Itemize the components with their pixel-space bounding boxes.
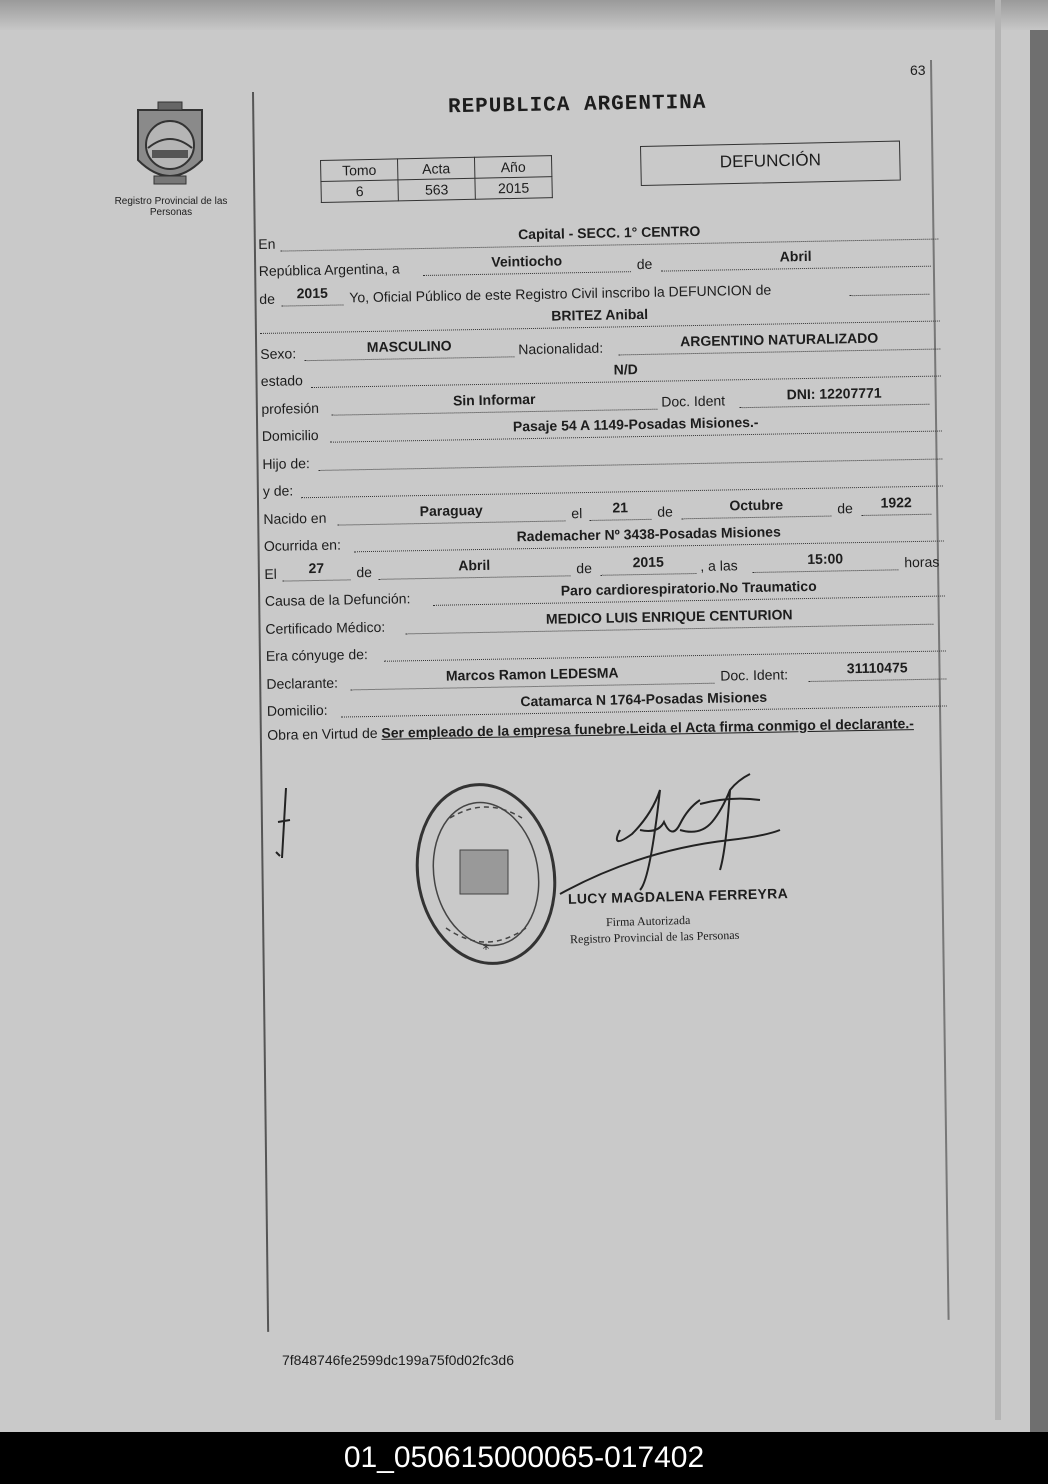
el-label: el: [571, 504, 583, 521]
sheet-edge: [995, 0, 1001, 1420]
mes-field: Abril: [661, 250, 931, 272]
declarante-field: Marcos Ramon LEDESMA: [350, 666, 714, 690]
profesion-label: profesión: [261, 399, 320, 417]
def-mes-field: Abril: [378, 559, 570, 580]
registry-caption: Registro Provincial de las Personas: [114, 196, 228, 218]
signer-name: LUCY MAGDALENA FERREYRA: [567, 885, 789, 907]
nombre-field: BRITEZ Anibal: [260, 305, 940, 334]
table-header-tomo: Tomo: [321, 159, 398, 182]
registry-table: [320, 155, 553, 203]
hijo-label: Hijo de:: [262, 454, 310, 472]
decl-doc-field: 31110475: [808, 662, 946, 682]
nacido-field: Paraguay: [337, 504, 565, 525]
decl-domicilio-field: Catamarca N 1764-Posadas Misiones: [341, 689, 947, 717]
horas-label: horas: [904, 553, 940, 570]
de-label: de: [657, 502, 674, 520]
sexo-label: Sexo:: [260, 344, 297, 362]
ocurrida-label: Ocurrida en:: [263, 536, 342, 554]
def-dia-field: 27: [282, 563, 350, 581]
footer-id: 01_050615000065-017402: [343, 1441, 705, 1474]
provincia-misiones-seal-icon: [128, 100, 212, 192]
table-header-anio: Año: [474, 156, 551, 179]
svg-text:*: *: [482, 942, 490, 958]
obra-value: Ser empleado de la empresa funebre.Leida el Acta firma conmigo el declarante.-: [381, 715, 914, 741]
alas-label: , a las: [700, 556, 738, 574]
table-cell-tomo: 6: [321, 180, 398, 203]
yo-text: Yo, Oficial Público de este Registro Civil inscribo la DEFUNCION de: [349, 281, 772, 305]
nacionalidad-label: Nacionalidad:: [518, 339, 604, 357]
El-label: El: [264, 565, 277, 582]
nac-mes-field: Octubre: [681, 499, 831, 519]
en-label: En: [258, 235, 276, 252]
conyuge-label: Era cónyuge de:: [265, 646, 368, 664]
nac-dia-field: 21: [589, 502, 651, 520]
domicilio-label: Domicilio: [261, 426, 319, 444]
certificado-field: MEDICO LUIS ENRIQUE CENTURION: [405, 607, 933, 634]
nacido-label: Nacido en: [263, 509, 327, 527]
de-label: de: [356, 563, 373, 580]
decl-domicilio-label: Domicilio:: [266, 701, 328, 719]
table-cell-acta: 563: [398, 178, 475, 201]
causa-field: Paro cardiorespiratorio.No Traumatico: [433, 579, 945, 605]
nac-anio-field: 1922: [861, 497, 931, 515]
anio-field: 2015: [281, 288, 343, 306]
declarante-label: Declarante:: [266, 674, 339, 692]
yde-label: y de:: [262, 482, 294, 499]
footer-bar: [0, 1432, 1048, 1484]
nacionalidad-field: ARGENTINO NATURALIZADO: [618, 332, 940, 355]
de-label: de: [636, 255, 653, 273]
death-record-form: [258, 214, 948, 765]
def-anio-field: 2015: [600, 557, 696, 576]
document-title: REPUBLICA ARGENTINA: [447, 91, 707, 120]
sexo-field: MASCULINO: [304, 340, 514, 361]
de-label: de: [576, 559, 593, 576]
obra-label: Obra en Virtud de: [267, 724, 378, 743]
ocurrida-field: Rademacher Nº 3438-Posadas Misiones: [354, 524, 944, 552]
signer-office: Registro Provincial de las Personas: [569, 927, 740, 947]
de-label: de: [259, 290, 276, 307]
decl-doc-label: Doc. Ident:: [720, 665, 789, 684]
profesion-field: Sin Informar: [331, 392, 657, 415]
table-cell-anio: 2015: [475, 177, 552, 200]
doc-ident-field: DNI: 12207771: [739, 387, 929, 407]
document-hash: 7f848746fe2599dc199a75f0d02fc3d6: [282, 1352, 514, 1368]
certificado-label: Certificado Médico:: [265, 618, 386, 637]
doc-ident-label: Doc. Ident: [661, 391, 726, 410]
estado-label: estado: [260, 372, 304, 389]
record-type-box: DEFUNCIÓN: [640, 141, 901, 186]
domicilio-field: Pasaje 54 A 1149-Posadas Misiones.-: [330, 415, 942, 443]
table-header-acta: Acta: [397, 157, 474, 180]
blank-field: [849, 277, 929, 295]
scan-top-edge: [0, 0, 1048, 30]
official-round-stamp-icon: [410, 778, 560, 970]
causa-label: Causa de la Defunción:: [264, 590, 411, 609]
estado-field: N/D: [311, 360, 941, 389]
signer-role: Firma Autorizada: [605, 912, 691, 930]
dia-field: Veintiocho: [423, 255, 631, 276]
republica-label: República Argentina, a: [258, 260, 400, 279]
hora-field: 15:00: [752, 553, 898, 573]
page-number: 63: [910, 62, 926, 78]
lugar-field: Capital - SECC. 1° CENTRO: [280, 222, 938, 251]
de-label: de: [837, 499, 853, 516]
